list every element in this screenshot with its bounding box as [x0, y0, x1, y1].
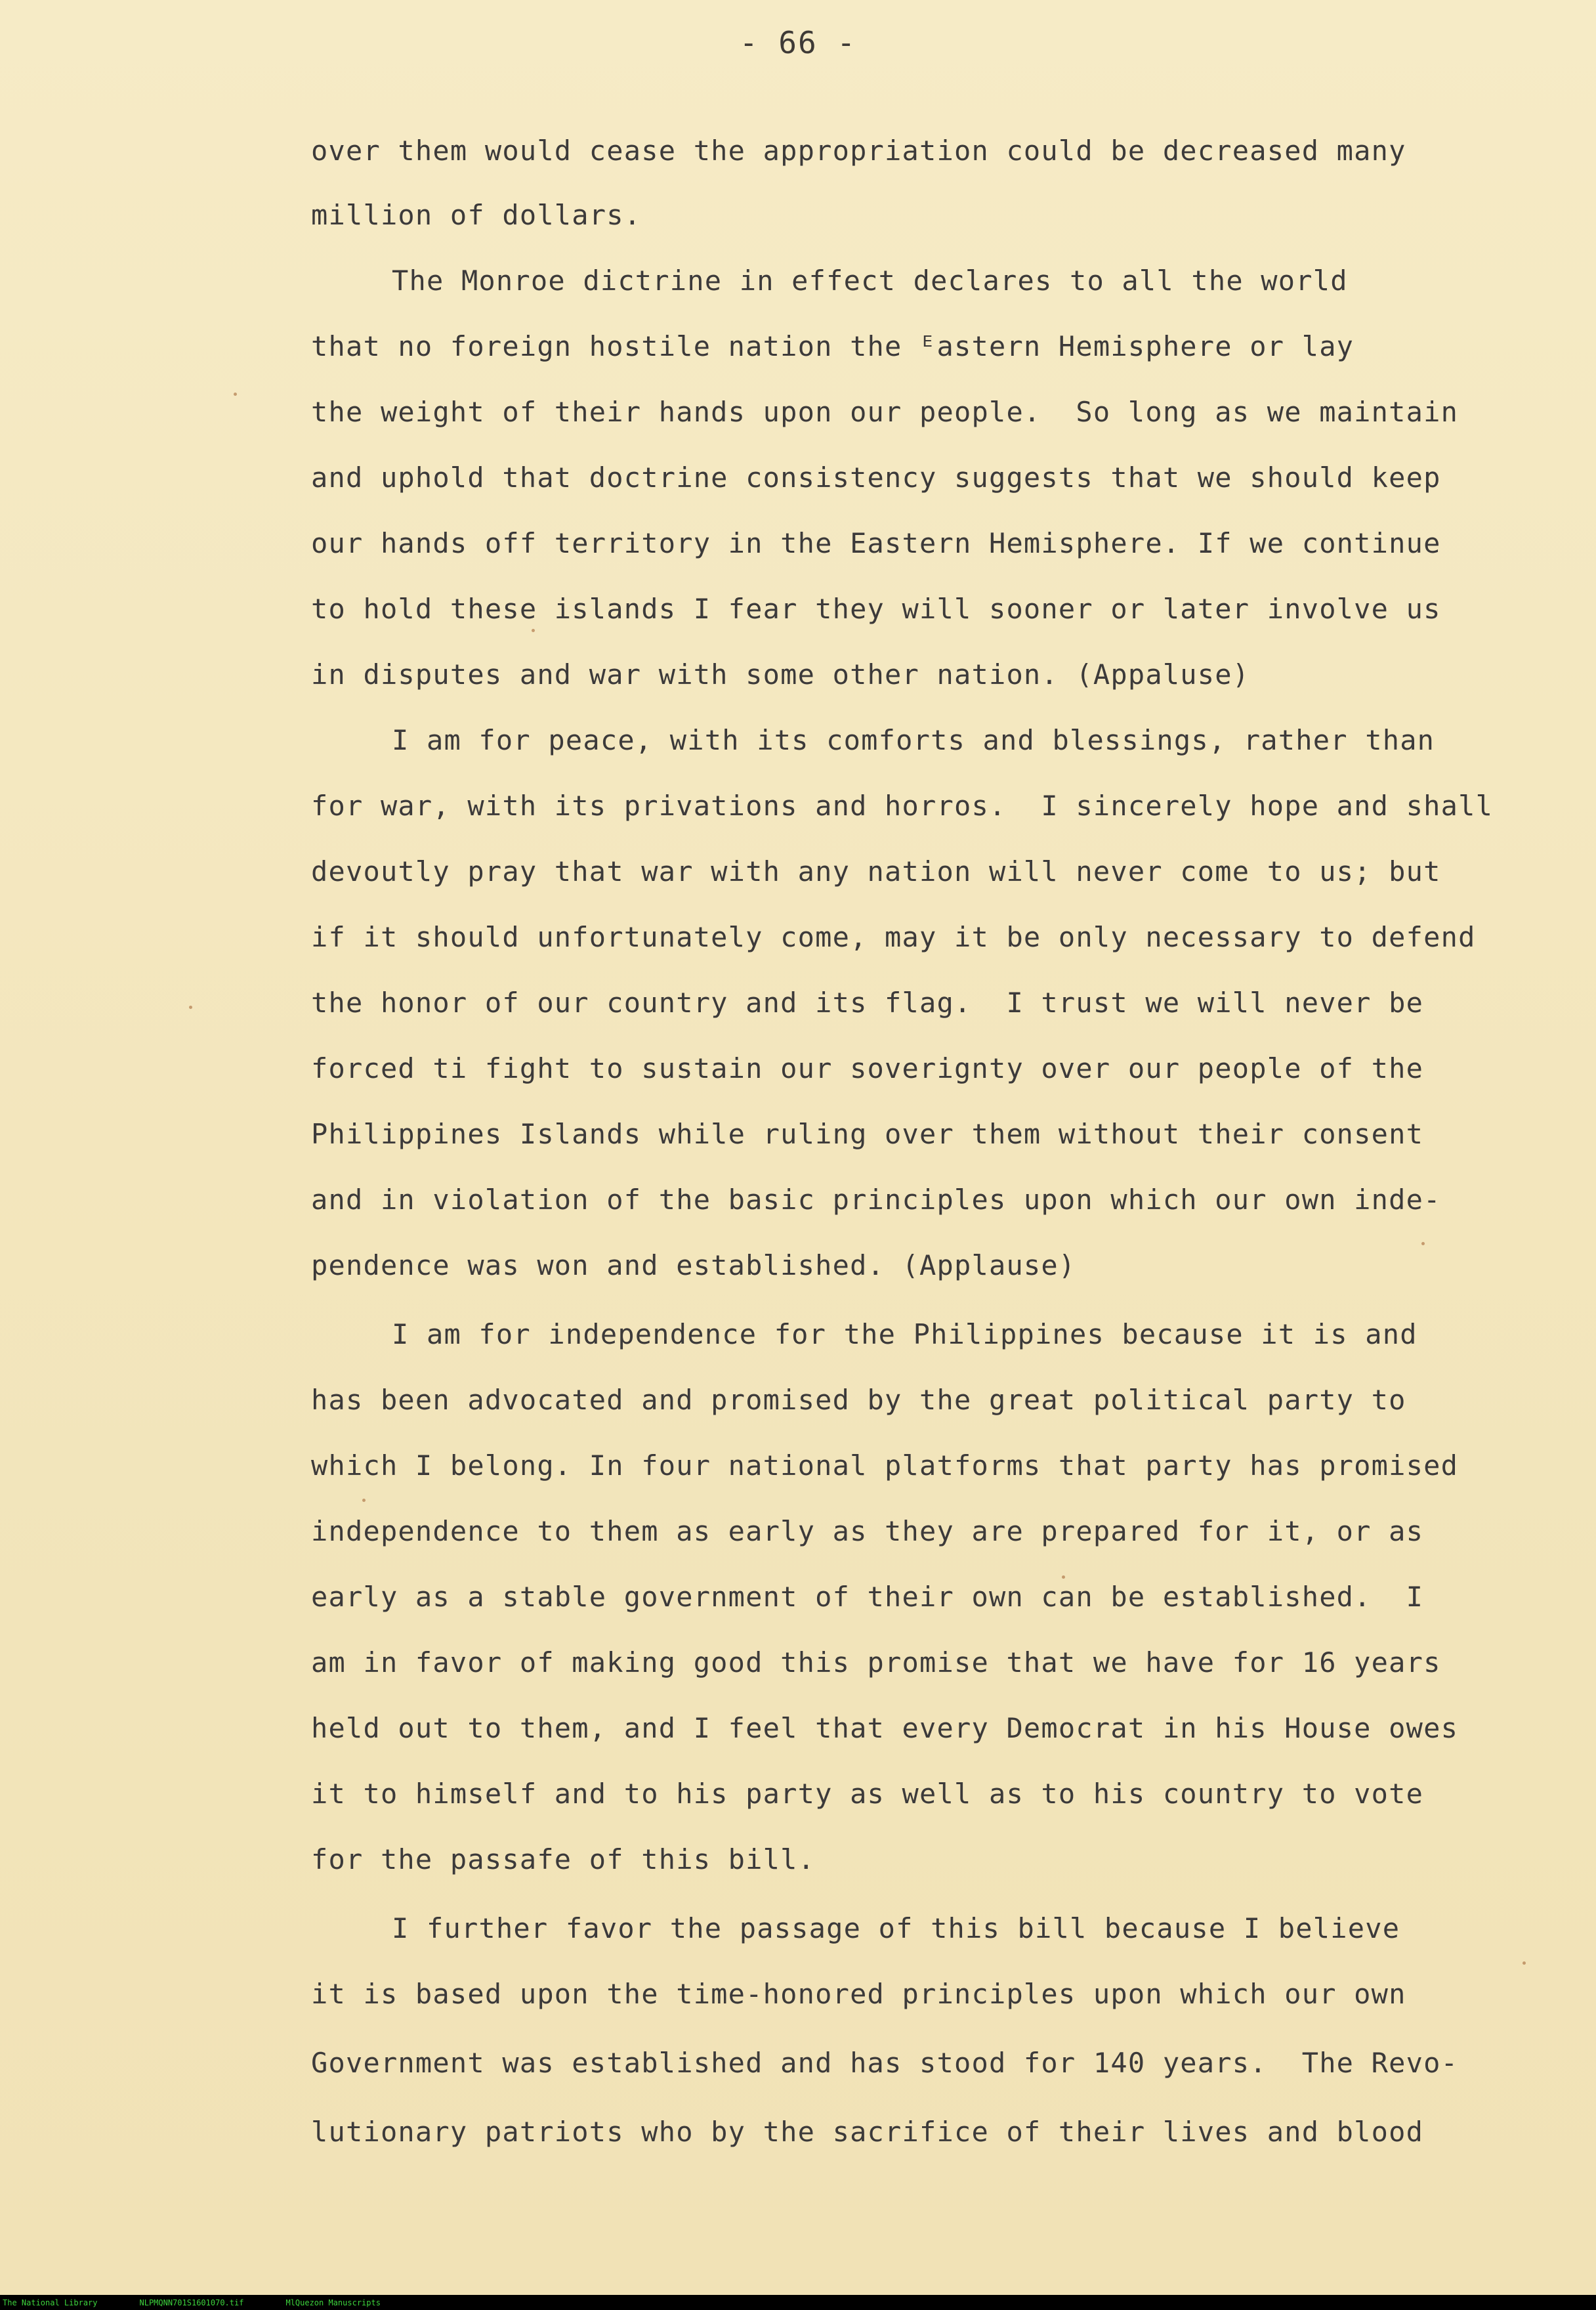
text-line: forced ti fight to sustain our soverignty over our people of the	[311, 1052, 1424, 1084]
text-line: am in favor of making good this promise that we have for 16 years	[311, 1646, 1441, 1679]
text-line: it is based upon the time-honored principles upon which our own	[311, 1978, 1406, 2010]
text-line: for war, with its privations and horros. I sincerely hope and shall	[311, 790, 1494, 822]
text-line: I am for peace, with its comforts and blessings, rather than	[392, 724, 1435, 756]
paper-speck	[1522, 1961, 1526, 1965]
scan-footer	[0, 2295, 1596, 2310]
text-line: million of dollars.	[311, 199, 642, 231]
text-line: and in violation of the basic principles upon which our own inde-	[311, 1184, 1441, 1216]
text-line: pendence was won and established. (Applause)	[311, 1249, 1076, 1281]
text-line: I am for independence for the Philippines because it is and	[392, 1318, 1418, 1350]
paper-speck	[1421, 1242, 1425, 1245]
text-line: I further favor the passage of this bill because I believe	[392, 1912, 1400, 1944]
text-line: over them would cease the appropriation could be decreased many	[311, 135, 1406, 167]
text-line: independence to them as early as they are prepared for it, or as	[311, 1515, 1424, 1547]
text-line: the honor of our country and its flag. I trust we will never be	[311, 987, 1424, 1019]
text-line: has been advocated and promised by the great political party to	[311, 1384, 1406, 1416]
paper-speck	[234, 393, 237, 396]
text-line: lutionary patriots who by the sacrifice of their lives and blood	[311, 2116, 1424, 2148]
text-line: devoutly pray that war with any nation will never come to us; but	[311, 855, 1441, 888]
page-number: - 66 -	[739, 25, 857, 60]
text-line: Government was established and has stood for 140 years. The Revo-	[311, 2047, 1459, 2079]
text-line: held out to them, and I feel that every Democrat in his House owes	[311, 1712, 1459, 1744]
text-line: for the passafe of this bill.	[311, 1843, 816, 1875]
paper-speck	[362, 1499, 366, 1502]
text-line: it to himself and to his party as well as to his country to vote	[311, 1778, 1424, 1810]
text-line: The Monroe dictrine in effect declares to all the world	[392, 265, 1348, 297]
text-line: early as a stable government of their own can be established. I	[311, 1581, 1424, 1613]
paper-speck	[532, 629, 535, 632]
text-line: that no foreign hostile nation the ᴱastern Hemisphere or lay	[311, 330, 1354, 362]
footer-library: The National Library	[3, 2298, 98, 2307]
paper-speck	[189, 1006, 192, 1009]
paper-speck	[1062, 1575, 1065, 1579]
footer-collection: MlQuezon Manuscripts	[285, 2298, 381, 2307]
text-line: and uphold that doctrine consistency suggests that we should keep	[311, 461, 1441, 494]
text-line: in disputes and war with some other nation. (Appaluse)	[311, 658, 1250, 691]
text-line: to hold these islands I fear they will sooner or later involve us	[311, 593, 1441, 625]
text-line: Philippines Islands while ruling over them without their consent	[311, 1118, 1424, 1150]
text-line: which I belong. In four national platforms that party has promised	[311, 1449, 1459, 1482]
footer-file: NLPMQNN701S1601070.tif	[139, 2298, 244, 2307]
text-line: if it should unfortunately come, may it be only necessary to defend	[311, 921, 1476, 953]
text-line: the weight of their hands upon our people. So long as we maintain	[311, 396, 1459, 428]
text-line: our hands off territory in the Eastern Hemisphere. If we continue	[311, 527, 1441, 559]
